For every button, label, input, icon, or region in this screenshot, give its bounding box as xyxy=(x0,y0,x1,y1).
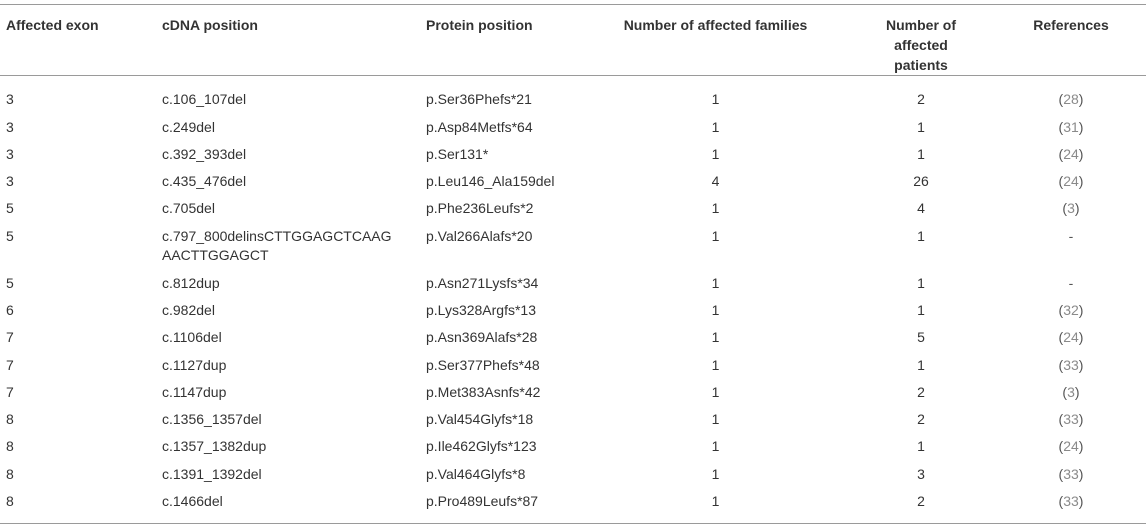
cell-affected-families: 1 xyxy=(711,200,720,217)
table-row xyxy=(0,222,1146,269)
cell-protein-position: p.Ile462Glyfs*123 xyxy=(426,438,537,455)
cell-reference: (28) xyxy=(1058,91,1084,107)
cell-protein-position: p.Leu146_Ala159del xyxy=(426,173,555,190)
table-row xyxy=(0,76,1146,113)
cell-affected-exon: 7 xyxy=(6,356,14,373)
cell-reference: (24) xyxy=(1058,173,1084,190)
cell-protein-position: p.Met383Asnfs*42 xyxy=(426,383,541,400)
cell-affected-families: 1 xyxy=(711,438,720,455)
mutations-table xyxy=(0,4,1146,524)
cell-cdna-position: c.812dup xyxy=(162,274,220,291)
cell-affected-patients: 1 xyxy=(917,227,925,244)
cell-affected-exon: 3 xyxy=(6,173,14,190)
table-row xyxy=(0,140,1146,167)
table-row xyxy=(0,194,1146,221)
cell-affected-patients: 26 xyxy=(913,173,929,190)
table-body xyxy=(0,76,1146,524)
cell-affected-patients: 2 xyxy=(917,383,925,400)
cell-affected-families: 1 xyxy=(711,411,720,428)
cell-cdna-position: c.1127dup xyxy=(162,356,227,373)
cell-protein-position: p.Ser377Phefs*48 xyxy=(426,356,540,373)
cell-affected-families: 1 xyxy=(711,356,720,373)
cell-cdna-position: c.1356_1357del xyxy=(162,411,262,428)
cell-affected-patients: 3 xyxy=(917,465,925,482)
cell-protein-position: p.Pro489Leufs*87 xyxy=(426,493,539,510)
cell-protein-position: p.Val266Alafs*20 xyxy=(426,227,533,244)
cell-cdna-position: c.106_107del xyxy=(162,91,247,107)
table-row xyxy=(0,487,1146,523)
cell-cdna-position: c.1391_1392del xyxy=(162,465,262,482)
table-row xyxy=(0,167,1146,194)
cell-protein-position: p.Asp84Metfs*64 xyxy=(426,118,533,135)
cell-affected-exon: 6 xyxy=(6,301,14,318)
header-row xyxy=(0,5,1146,76)
header-cdna-position: cDNA position xyxy=(162,17,258,33)
cell-reference: (3) xyxy=(1062,200,1080,217)
cell-affected-exon: 8 xyxy=(6,411,14,428)
table-row xyxy=(0,113,1146,140)
cell-cdna-position: c.797_800delinsCTTGGAGCTCAAG AACTTGGAGCT xyxy=(162,227,392,263)
cell-affected-families: 1 xyxy=(711,465,720,482)
header-protein-position: Protein position xyxy=(426,17,533,33)
cell-affected-families: 1 xyxy=(711,227,720,244)
cell-cdna-position: c.705del xyxy=(162,200,215,217)
cell-affected-patients: 1 xyxy=(917,438,925,455)
cell-affected-exon: 7 xyxy=(6,383,14,400)
cell-affected-families: 1 xyxy=(711,91,720,107)
header-affected-patients: Number of affected patients xyxy=(886,17,956,73)
cell-affected-families: 1 xyxy=(711,383,720,400)
cell-affected-patients: 5 xyxy=(917,329,925,346)
cell-affected-exon: 8 xyxy=(6,438,14,455)
cell-affected-families: 1 xyxy=(711,118,720,135)
cell-cdna-position: c.1106del xyxy=(162,329,222,346)
cell-cdna-position: c.435_476del xyxy=(162,173,247,190)
cell-reference: - xyxy=(1068,227,1074,244)
cell-protein-position: p.Lys328Argfs*13 xyxy=(426,301,536,318)
cell-reference: (3) xyxy=(1062,383,1080,400)
cell-reference: (24) xyxy=(1058,438,1084,455)
cell-affected-exon: 3 xyxy=(6,145,14,162)
cell-cdna-position: c.1466del xyxy=(162,493,223,510)
cell-affected-exon: 7 xyxy=(6,329,14,346)
cell-affected-patients: 1 xyxy=(917,118,925,135)
cell-cdna-position: c.982del xyxy=(162,301,215,318)
cell-affected-patients: 2 xyxy=(917,493,925,510)
cell-affected-families: 1 xyxy=(711,145,720,162)
table-row xyxy=(0,432,1146,459)
cell-protein-position: p.Ser131* xyxy=(426,145,489,162)
table-row xyxy=(0,351,1146,378)
cell-protein-position: p.Val464Glyfs*8 xyxy=(426,465,526,482)
cell-reference: (33) xyxy=(1058,465,1084,482)
cell-protein-position: p.Asn369Alafs*28 xyxy=(426,329,538,346)
table-row xyxy=(0,460,1146,487)
table-row xyxy=(0,323,1146,350)
cell-affected-exon: 3 xyxy=(6,91,14,107)
cell-affected-exon: 5 xyxy=(6,227,14,244)
cell-protein-position: p.Val454Glyfs*18 xyxy=(426,411,534,428)
cell-reference: (33) xyxy=(1058,493,1084,510)
cell-affected-families: 1 xyxy=(711,301,720,318)
cell-affected-families: 4 xyxy=(711,173,720,190)
table-row xyxy=(0,405,1146,432)
table-row xyxy=(0,378,1146,405)
cell-affected-patients: 1 xyxy=(917,145,925,162)
cell-protein-position: p.Ser36Phefs*21 xyxy=(426,91,532,107)
cell-reference: (31) xyxy=(1058,118,1084,135)
cell-affected-exon: 8 xyxy=(6,493,14,510)
cell-affected-patients: 2 xyxy=(917,411,925,428)
cell-reference: (24) xyxy=(1058,329,1084,346)
cell-affected-families: 1 xyxy=(711,329,720,346)
cell-reference: (24) xyxy=(1058,145,1084,162)
header-affected-families: Number of affected families xyxy=(623,17,808,33)
cell-affected-exon: 5 xyxy=(6,274,14,291)
cell-affected-patients: 1 xyxy=(917,301,925,318)
cell-affected-patients: 2 xyxy=(917,91,925,107)
cell-protein-position: p.Phe236Leufs*2 xyxy=(426,200,534,217)
cell-cdna-position: c.249del xyxy=(162,118,215,135)
cell-cdna-position: c.392_393del xyxy=(162,145,247,162)
cell-cdna-position: c.1147dup xyxy=(162,383,227,400)
table-row xyxy=(0,269,1146,296)
cell-affected-families: 1 xyxy=(711,274,720,291)
cell-cdna-position: c.1357_1382dup xyxy=(162,438,267,455)
cell-reference: (33) xyxy=(1058,411,1084,428)
header-references: References xyxy=(1033,17,1109,33)
cell-affected-exon: 3 xyxy=(6,118,14,135)
cell-affected-exon: 8 xyxy=(6,465,14,482)
table-row xyxy=(0,296,1146,323)
cell-affected-patients: 1 xyxy=(917,274,925,291)
header-affected-exon: Affected exon xyxy=(6,17,99,33)
cell-affected-patients: 4 xyxy=(917,200,925,217)
cell-affected-families: 1 xyxy=(711,493,720,510)
cell-protein-position: p.Asn271Lysfs*34 xyxy=(426,274,539,291)
cell-reference: - xyxy=(1068,274,1074,291)
table-header xyxy=(0,5,1146,76)
cell-reference: (33) xyxy=(1058,356,1084,373)
cell-affected-patients: 1 xyxy=(917,356,925,373)
cell-affected-exon: 5 xyxy=(6,200,14,217)
cell-reference: (32) xyxy=(1058,301,1084,318)
